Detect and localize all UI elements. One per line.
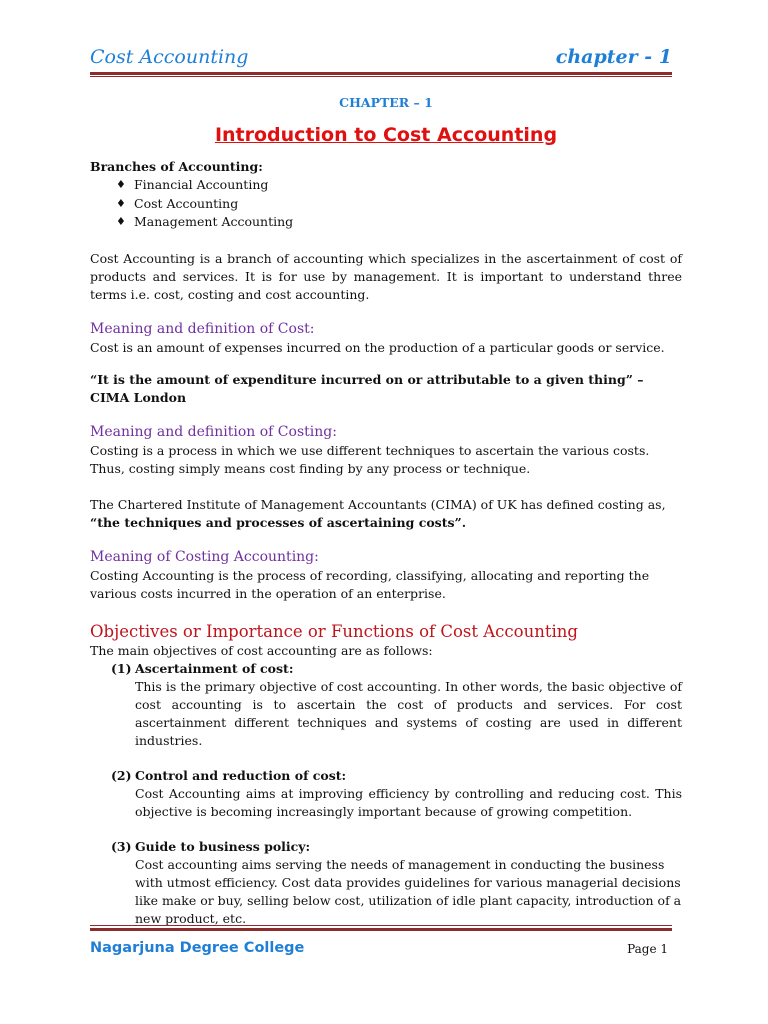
- header-rule-thick: [90, 72, 672, 75]
- list-item: [116, 176, 682, 195]
- list-item-label: Financial Accounting: [134, 177, 269, 192]
- footer-rule-thick: [90, 928, 672, 931]
- objective-text: Cost accounting aims serving the needs of management in conducting the business with utmost efficiency. Cost data provides guidelines for various managerial decisions like make or buy, selling below cost, utilization of idle plant capacity, introduction of a new product, etc.: [135, 856, 682, 926]
- diamond-bullet-icon: ♦: [116, 215, 126, 228]
- list-item: [90, 838, 682, 928]
- objective-number: (2): [111, 767, 132, 783]
- objective-text: This is the primary objective of cost accounting. In other words, the basic objective of cost accounting is to ascertain the cost of products and services. For cost ascertainment different techniques and systems of costing are used in different industries.: [135, 678, 682, 748]
- costing-accounting-heading: Meaning of Costing Accounting:: [90, 548, 319, 565]
- cima-definition-text: The Chartered Institute of Management Accountants (CIMA) of UK has defined costing as,: [90, 496, 666, 512]
- costing-heading: Meaning and definition of Costing:: [90, 423, 337, 440]
- footer-college-name: Nagarjuna Degree College: [90, 940, 305, 956]
- page-title: Introduction to Cost Accounting: [214, 124, 558, 146]
- list-item-label: Management Accounting: [134, 214, 294, 229]
- objective-title: Ascertainment of cost:: [135, 660, 294, 676]
- list-item: [116, 195, 682, 214]
- objective-number: (1): [111, 660, 132, 676]
- objectives-heading: Objectives or Importance or Functions of Cost Accounting: [90, 621, 578, 641]
- objectives-intro: The main objectives of cost accounting are as follows:: [90, 642, 433, 658]
- header-chapter: chapter - 1: [555, 46, 672, 68]
- page-number: Page 1: [627, 942, 668, 956]
- intro-paragraph: Cost Accounting is a branch of accounting which specializes in the ascertainment of cost of products and services. It is for use by management. It is important to understand three terms i.e. cost, costing and cost accounting.: [90, 250, 682, 302]
- header-rule-thin: [90, 76, 672, 77]
- cost-heading: Meaning and definition of Cost:: [90, 320, 315, 337]
- cima-definition-quote: “the techniques and processes of ascertaining costs”.: [90, 514, 467, 530]
- diamond-bullet-icon: ♦: [116, 178, 126, 191]
- footer-rule-thin: [90, 925, 672, 926]
- header-book-title: Cost Accounting: [90, 46, 249, 68]
- objective-title: Control and reduction of cost:: [135, 767, 347, 783]
- list-item: [116, 213, 682, 232]
- objective-text: Cost Accounting aims at improving efficiency by controlling and reducing cost. This objective is becoming increasingly important because of growing competition.: [135, 785, 682, 819]
- objective-title: Guide to business policy:: [135, 838, 311, 854]
- branches-list: [90, 176, 682, 232]
- cima-quote: “It is the amount of expenditure incurred on or attributable to a given thing” – CIMA London: [90, 371, 644, 405]
- branches-heading: Branches of Accounting:: [90, 159, 263, 174]
- objective-number: (3): [111, 838, 132, 854]
- chapter-label: CHAPTER – 1: [339, 95, 433, 110]
- costing-accounting-text: Costing Accounting is the process of recording, classifying, allocating and reporting the various costs incurred in the operation of an enterprise.: [90, 567, 650, 601]
- costing-text: Costing is a process in which we use different techniques to ascertain the various costs. Thus, costing simply means cost finding by any process or technique.: [90, 442, 650, 476]
- diamond-bullet-icon: ♦: [116, 196, 126, 210]
- cost-text: Cost is an amount of expenses incurred on the production of a particular goods or service.: [90, 339, 665, 355]
- cima-definition: [90, 496, 682, 532]
- page-content: [90, 94, 682, 945]
- list-item: [90, 767, 682, 821]
- list-item-label: Cost Accounting: [134, 195, 239, 211]
- list-item: [90, 660, 682, 750]
- page-header: [90, 46, 672, 74]
- objectives-list: [90, 660, 682, 928]
